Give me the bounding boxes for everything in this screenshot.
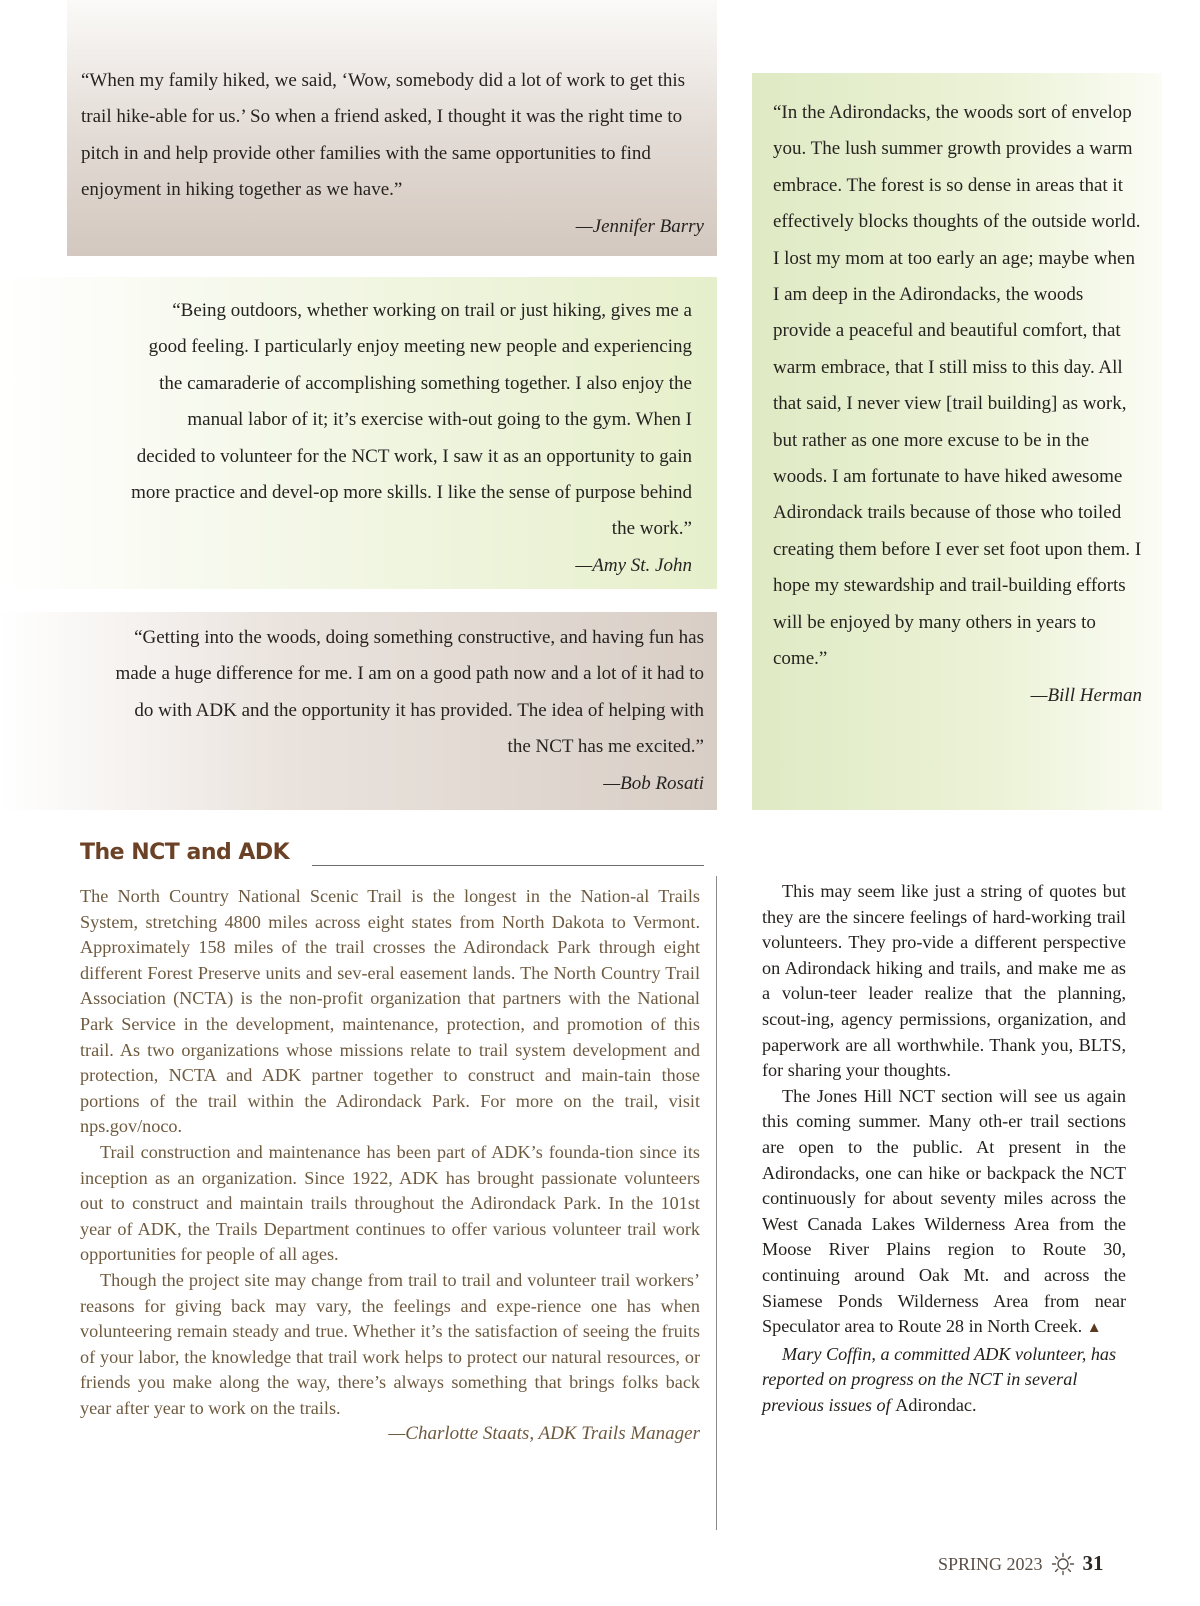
quote-attribution: —Amy St. John	[575, 554, 692, 576]
article-paragraph	[762, 1084, 1126, 1342]
heading-rule	[312, 865, 704, 866]
quote-text: “When my family hiked, we said, ‘Wow, somebody did a lot of work to get this trail hike-able for us.’ So when a friend asked, I thought it was the right time to pitch in and help provide other families with the same opportunities to find enjoyment in hiking together as we have.”	[81, 70, 686, 201]
page-number: 31	[1082, 1551, 1104, 1575]
issue-label: SPRING 2023	[938, 1554, 1043, 1574]
author-bio-text: Mary Coffin, a committed ADK volunteer, has reported on progress on the NCT in several previous issues of	[762, 1343, 1117, 1415]
author-bio	[762, 1342, 1126, 1419]
quote-attribution: —Bill Herman	[1030, 684, 1142, 706]
quote-text: “Getting into the woods, doing something constructive, and having fun has made a huge difference for me. I am on a good path now and a lot of it had to do with ADK and the opportunity it has provided. The idea of helping with the NCT has me excited.”	[115, 627, 704, 758]
sidebar-paragraph: Trail construction and maintenance has been part of ADK’s founda-tion since its inception as an organization. Since 1922, ADK has brought passionate volunteers out to construct and maintain trails throughout the Adirondack Park. In the 101st year of ADK, the Trails Department continues to offer various volunteer trail work opportunities for people of all ages.	[80, 1141, 700, 1265]
article-column	[762, 879, 1126, 1418]
article-paragraph-text: The Jones Hill NCT section will see us again this coming summer. Many oth-er trail sections are open to the public. At present in the Adirondacks, one can hike or backpack the NCT continuously for about seventy miles across the West Canada Lakes Wilderness Area from the Moose River Plains region to Route 30, continuing around Oak Mt. and across the Siamese Ponds Wilderness Area from near Speculator area to Route 28 in North Creek.	[762, 1085, 1126, 1337]
end-mark-icon: ▲	[1086, 1320, 1102, 1337]
sun-icon	[1051, 1552, 1075, 1581]
sidebar-heading: The NCT and ADK	[80, 840, 290, 865]
quote-text: “Being outdoors, whether working on trail or just hiking, gives me a good feeling. I particularly enjoy meeting new people and experiencing the camaraderie of accomplishing something together. I also enjoy the manual labor of it; it’s exercise with-out going to the gym. When I decided to volunteer for the NCT work, I saw it as an opportunity to gain more practice and devel-op more skills. I like the sense of purpose behind the work.”	[131, 300, 692, 540]
quote-attribution: —Bob Rosati	[603, 772, 704, 794]
article-paragraph: This may seem like just a string of quotes but they are the sincere feelings of hard-working trail volunteers. They pro-vide a different perspective on Adirondack hiking and trails, and make me as a volun-teer leader realize that the planning, scout-ing, agency permissions, organization, and paperwork are all worthwhile. Thank you, BLTS, for sharing your thoughts.	[762, 881, 1126, 1081]
column-divider	[716, 876, 717, 1530]
quote-box-amy-st-john	[0, 277, 717, 589]
sidebar-signature: —Charlotte Staats, ADK Trails Manager	[388, 1423, 700, 1445]
quote-box-bob-rosati	[0, 612, 717, 810]
quote-box-jennifer-barry	[67, 0, 717, 256]
sidebar-paragraph: The North Country National Scenic Trail is the longest in the Nation-al Trails System, stretching 4800 miles across eight states from North Dakota to Vermont. Approximately 158 miles of the trail crosses the Adirondack Park through eight different Forest Preserve units and sev-eral easement lands. The North Country Trail Association (NCTA) is the non-profit organization that partners with the National Park Service in the development, maintenance, protection, and promotion of this trail. As two organizations whose missions relate to trail system development and protection, NCTA and ADK partner together to construct and main-tain those portions of the trail within the Adirondack Park. For more on the trail, visit nps.gov/noco.	[80, 886, 700, 1137]
publication-name: Adirondac.	[895, 1394, 977, 1415]
sidebar-paragraph: Though the project site may change from trail to trail and volunteer trail workers’ reasons for giving back may vary, the feelings and expe-rience one has when volunteering remain steady and true. Whether it’s the satisfaction of seeing the fruits of your labor, the knowledge that trail work helps to protect our natural resources, or friends you make along the way, there’s always something that brings folks back year after year to work on the trails.	[80, 1269, 700, 1418]
sidebar-column	[80, 884, 700, 1447]
quote-box-bill-herman	[752, 73, 1162, 810]
page-footer	[938, 1551, 1104, 1581]
quote-text: “In the Adirondacks, the woods sort of envelop you. The lush summer growth provides a warm embrace. The forest is so dense in areas that it effectively blocks thoughts of the outside world. I lost my mom at too early an age; maybe when I am deep in the Adirondacks, the woods provide a peaceful and beautiful comfort, that warm embrace, that I still miss to this day. All that said, I never view [trail building] as work, but rather as one more excuse to be in the woods. I am fortunate to have hiked awesome Adirondack trails because of those who toiled creating them before I ever set foot upon them. I hope my stewardship and trail-building efforts will be enjoyed by many others in years to come.”	[773, 102, 1142, 670]
quote-attribution: —Jennifer Barry	[575, 215, 704, 237]
